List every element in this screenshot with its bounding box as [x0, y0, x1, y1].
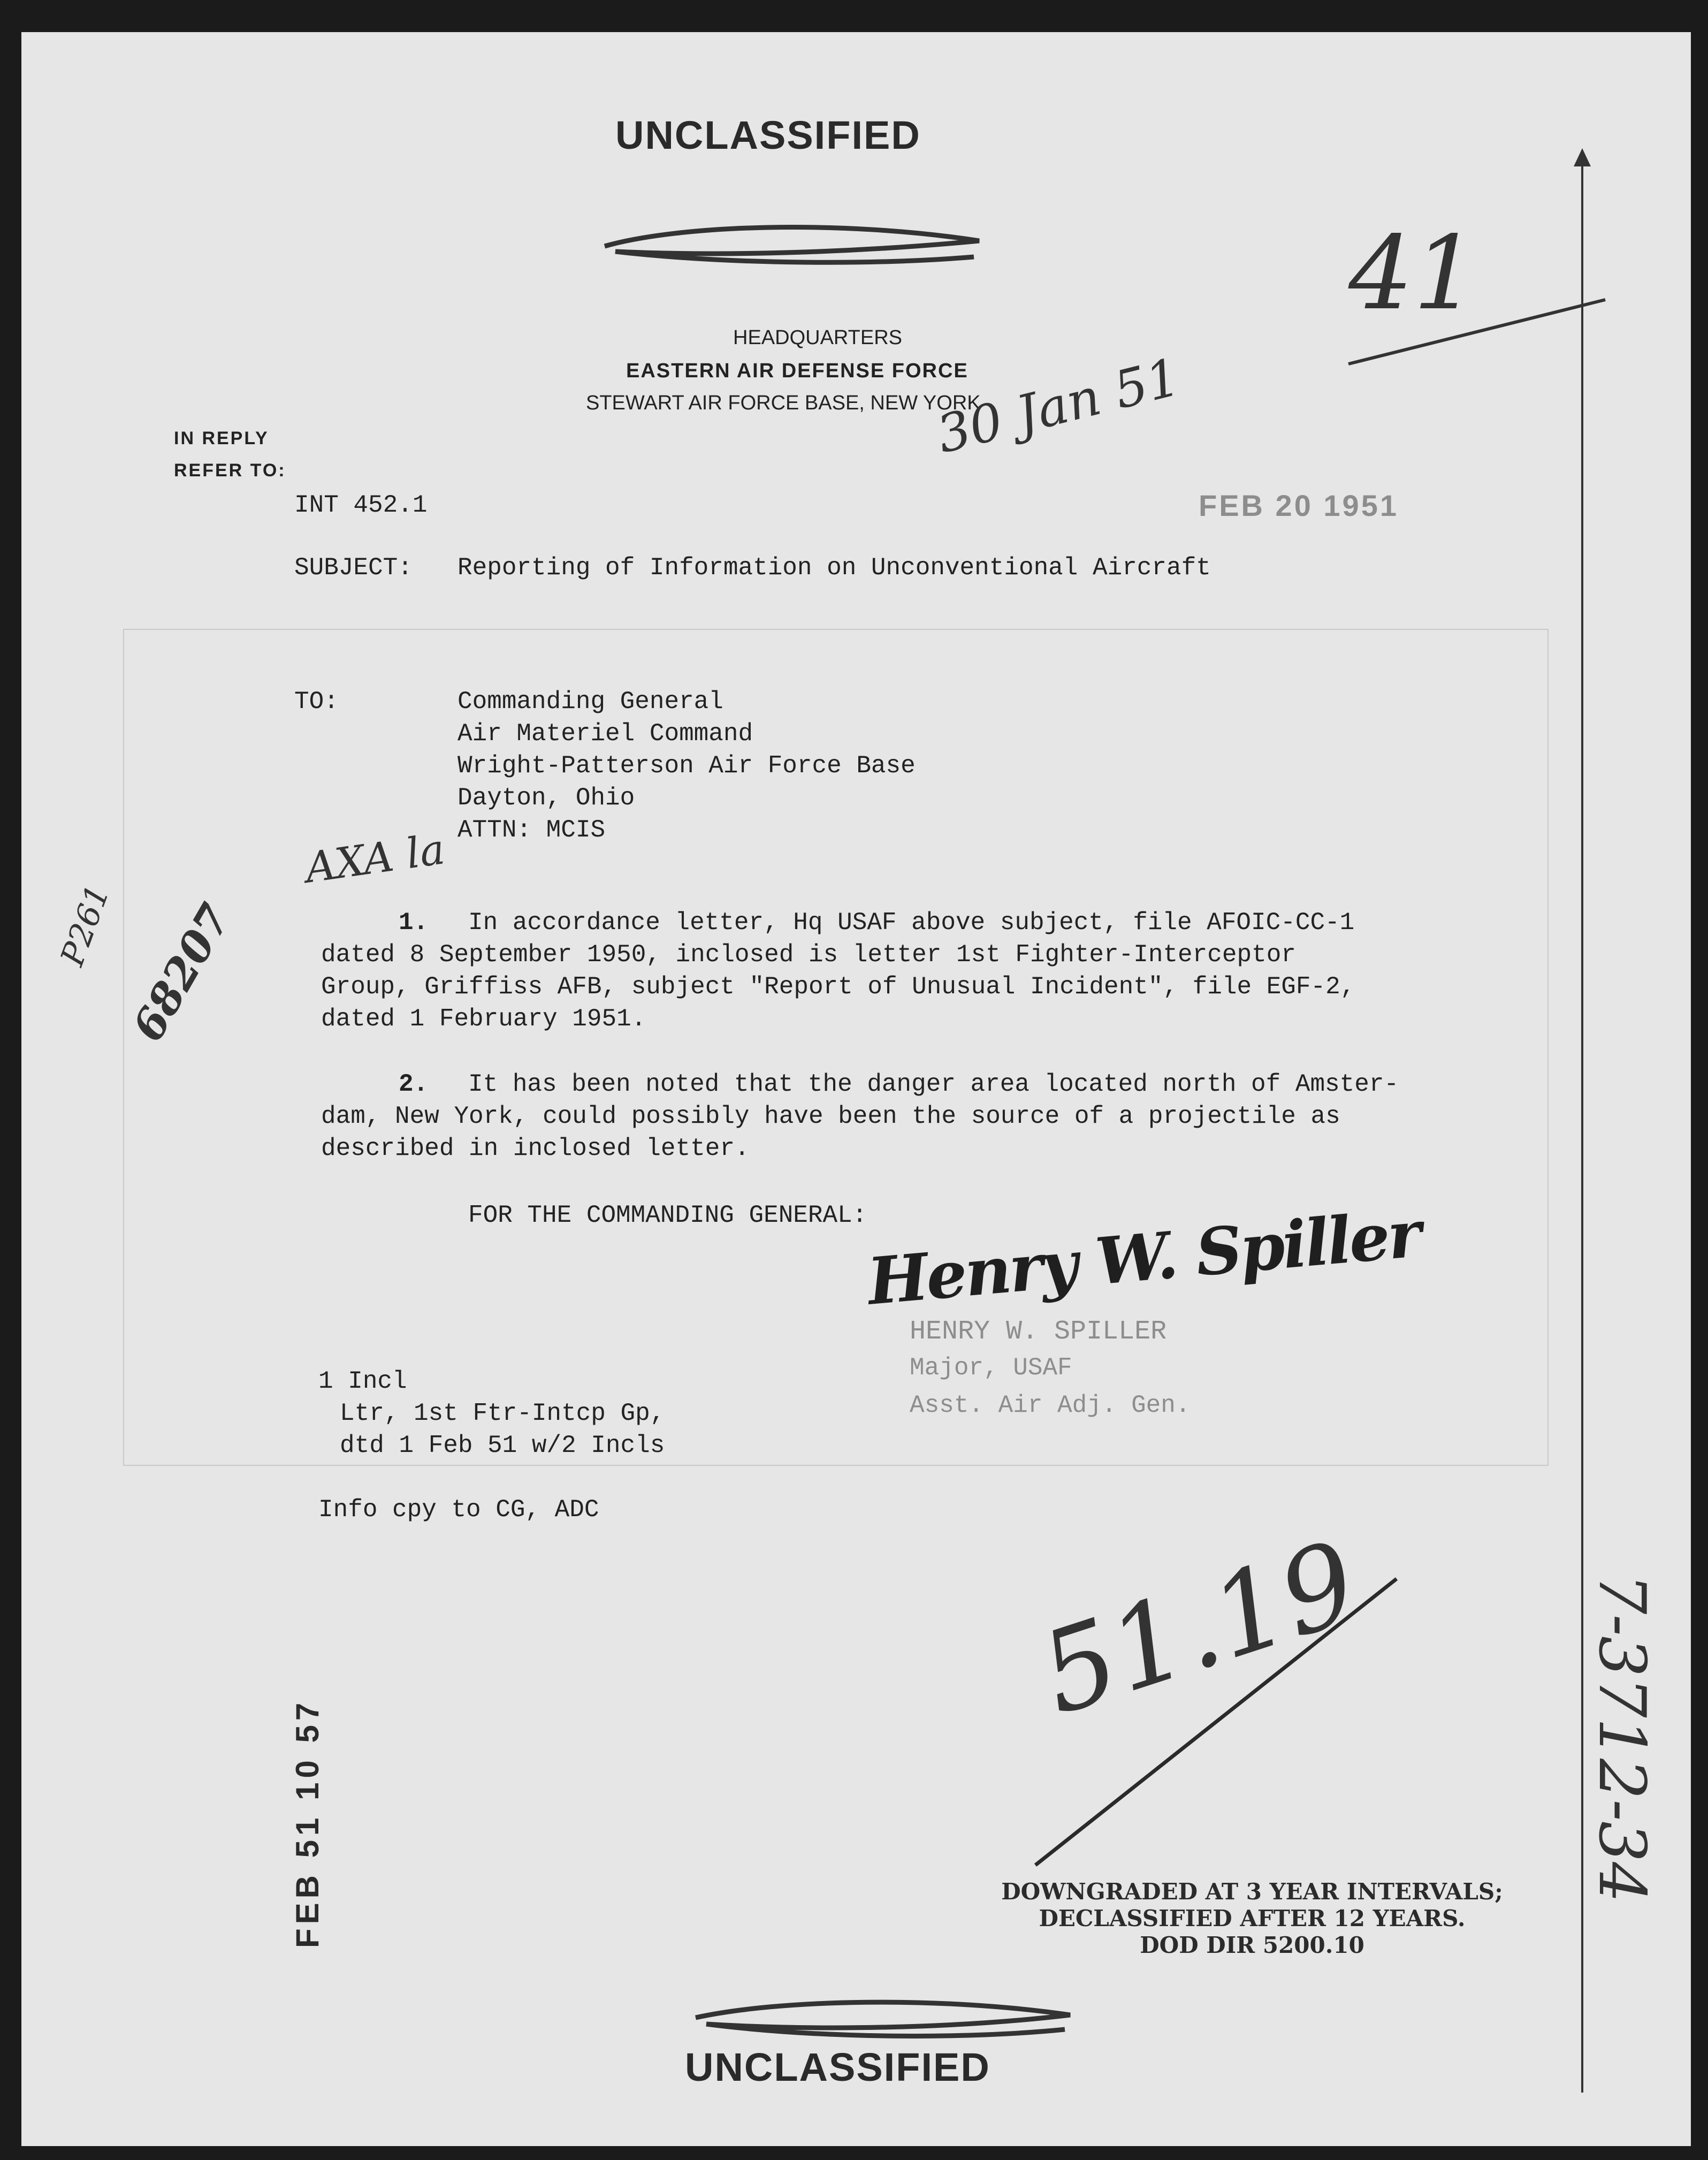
received-stamp: FEB 51 10 57 — [289, 1698, 325, 1948]
paragraph-1-line: dated 8 September 1950, inclosed is letter 1st Fighter-Interceptor — [321, 941, 1296, 969]
signatory-title: Asst. Air Adj. Gen. — [910, 1391, 1191, 1419]
handwritten-margin-note-1: P261 — [54, 880, 117, 971]
reply-file-number: INT 452.1 — [294, 491, 428, 519]
paragraph-1-line: Group, Griffiss AFB, subject "Report of Unusual Incident", file EGF-2, — [321, 973, 1355, 1001]
letterhead-line-2: EASTERN AIR DEFENSE FORCE — [626, 360, 969, 382]
handwritten-side-number: 7-3712-34 — [1584, 1573, 1659, 1903]
subject-label: SUBJECT: — [294, 554, 413, 582]
to-line: Dayton, Ohio — [458, 784, 635, 812]
date-stamp: FEB 20 1951 — [1199, 489, 1399, 522]
handwritten-number-top-right: 41 — [1348, 214, 1478, 332]
classification-stamp-bottom: UNCLASSIFIED — [685, 2045, 990, 2089]
paragraph-number: 1. — [399, 909, 429, 937]
classification-stamp-top: UNCLASSIFIED — [615, 113, 921, 157]
inclosure-line-2: dtd 1 Feb 51 w/2 Incls — [340, 1432, 665, 1459]
downgrade-line-3: DOD DIR 5200.10 — [1140, 1932, 1364, 1958]
paragraph-2-line: described in inclosed letter. — [321, 1135, 750, 1162]
letterhead-line-1: HEADQUARTERS — [733, 326, 903, 349]
paragraph-number: 2. — [399, 1070, 429, 1098]
downgrade-stamp — [952, 1878, 1552, 1959]
to-line: Commanding General — [458, 688, 723, 716]
reply-label-1: IN REPLY — [174, 428, 269, 448]
downgrade-line-2: DECLASSIFIED AFTER 12 YEARS. — [1039, 1905, 1466, 1931]
handwritten-date: 30 Jan 51 — [931, 347, 1186, 465]
inclosure-line-1: Ltr, 1st Ftr-Intcp Gp, — [340, 1400, 665, 1427]
to-line-attn: ATTN: MCIS — [458, 816, 606, 844]
downgrade-line-1: DOWNGRADED AT 3 YEAR INTERVALS; — [1001, 1878, 1503, 1905]
signature: Henry W. Spiller — [864, 1196, 1423, 1320]
handwritten-attn-note: AXA la — [302, 825, 448, 893]
signatory-name: HENRY W. SPILLER — [910, 1317, 1167, 1347]
info-copy: Info cpy to CG, ADC — [318, 1496, 599, 1524]
letterhead-line-3: STEWART AIR FORCE BASE, NEW YORK — [586, 392, 981, 414]
closing-line: FOR THE COMMANDING GENERAL: — [468, 1201, 867, 1229]
document-page — [21, 32, 1691, 2146]
inclosure-count: 1 Incl — [318, 1367, 407, 1395]
handwritten-slash — [1027, 1573, 1402, 1873]
stamp-scribble-bottom — [690, 1991, 1076, 2050]
to-line: Air Materiel Command — [458, 720, 753, 748]
handwritten-margin-note-2: 68207 — [122, 895, 241, 1050]
to-line: Wright-Patterson Air Force Base — [458, 752, 916, 780]
handwritten-bottom-number: 51.19 — [1025, 1516, 1372, 1740]
paragraph-1-line: dated 1 February 1951. — [321, 1005, 646, 1033]
paragraph-2-line: dam, New York, could possibly have been the source of a projectile as — [321, 1102, 1340, 1130]
handwritten-stroke-top-right — [1343, 289, 1611, 375]
paragraph-2-line: It has been noted that the danger area located north of Amster- — [468, 1070, 1399, 1098]
right-margin-arrow — [1572, 147, 1593, 169]
to-label: TO: — [294, 688, 339, 716]
subject-text: Reporting of Information on Unconventional Aircraft — [458, 554, 1211, 582]
signatory-rank: Major, USAF — [910, 1354, 1072, 1382]
right-margin-rule — [1581, 155, 1583, 2093]
paragraph-1-line: In accordance letter, Hq USAF above subject, file AFOIC-CC-1 — [468, 909, 1355, 937]
reply-label-2: REFER TO: — [174, 460, 286, 481]
stamp-scribble-top — [599, 214, 985, 278]
